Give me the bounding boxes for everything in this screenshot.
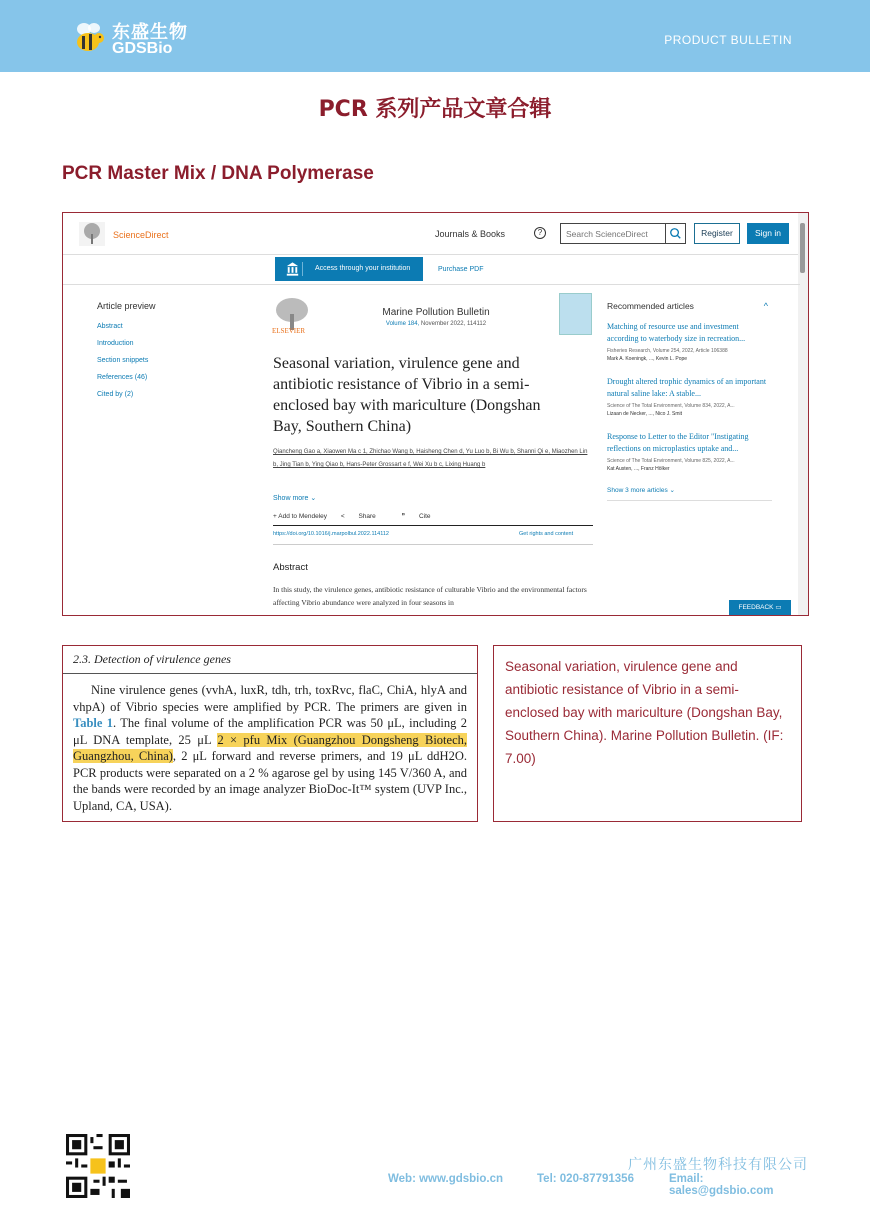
institution-icon bbox=[283, 262, 303, 276]
feedback-label: FEEDBACK bbox=[738, 604, 774, 611]
section-title: PCR Master Mix / DNA Polymerase bbox=[62, 163, 374, 184]
excerpt-text-3: , 2 μL forward and reverse primers, and 19 μL ddH2O. PCR products were separated on a 2 % agarose gel by using 145 V/360 A, and the bands were recorded by an image analyzer BioDoc-It™ system (UVP Inc., Upland, CA, USA). bbox=[73, 749, 467, 813]
chevron-down-icon: ⌄ bbox=[669, 487, 675, 494]
outline-item-section-snippets[interactable]: Section snippets bbox=[97, 357, 149, 364]
volume-date: November 2022, 114112 bbox=[419, 321, 487, 327]
outline-title: Article preview bbox=[97, 301, 156, 311]
divider bbox=[273, 544, 593, 545]
sign-in-button[interactable]: Sign in bbox=[747, 223, 789, 244]
outline-item-introduction[interactable]: Introduction bbox=[97, 340, 134, 347]
logo-chinese-text: 东盛生物 bbox=[112, 22, 188, 43]
recommended-label: Recommended articles bbox=[607, 301, 694, 311]
doi-link[interactable]: https://doi.org/10.1016/j.marpolbul.2022.114112 bbox=[273, 531, 389, 537]
journal-cover-image[interactable] bbox=[559, 293, 592, 335]
cite-button[interactable] bbox=[402, 513, 443, 520]
access-institution-button[interactable] bbox=[275, 257, 423, 281]
access-label: Access through your institution bbox=[315, 265, 411, 272]
phone-number: Tel: 020-87791356 bbox=[537, 1173, 634, 1185]
recommended-link[interactable]: Matching of resource use and investment according to waterbody size in recreation... bbox=[607, 322, 746, 343]
recommended-meta: Science of The Total Environment, Volume 825, 2022, A... bbox=[607, 458, 735, 464]
recommended-meta: Science of The Total Environment, Volume 834, 2022, A... bbox=[607, 403, 735, 409]
citation-summary: Seasonal variation, virulence gene and antibiotic resistance of Vibrio in a semi-enclosed bay with mariculture (Dongshan Bay, Southern China). Marine Pollution Bulletin. (IF: 7.00) bbox=[493, 645, 802, 822]
recommended-authors: Mark A. Koeningk, ..., Kevin L. Pope bbox=[607, 356, 688, 362]
logo-english-text: GDSBio bbox=[112, 40, 173, 57]
recommended-panel bbox=[607, 301, 772, 501]
recommended-link[interactable]: Drought altered trophic dynamics of an important natural saline lake: A stable... bbox=[607, 377, 767, 398]
elsevier-tree-icon bbox=[79, 222, 105, 246]
table-reference-link[interactable]: Table 1 bbox=[73, 716, 114, 730]
methods-excerpt bbox=[62, 645, 478, 822]
rights-link[interactable]: Get rights and content bbox=[519, 531, 574, 537]
excerpt-text-1: Nine virulence genes (vvhA, luxR, tdh, trh, toxRvc, flaC, ChiA, hlyA and vhpA) of Vibrio species were amplified by PCR. The primers are given in bbox=[73, 683, 467, 714]
chevron-up-icon[interactable]: ^ bbox=[763, 301, 768, 311]
author-list[interactable]: Qiancheng Gao a, Xiaowen Ma c 1, Zhichao Wang b, Haisheng Chen d, Yu Luo b, Bi Wu b, Shanni Qi e, Miaozhen Lin b, Jing Tian b, Ying Qiao b, Hans-Peter Grossart e f, Wei Xu b c, Lixing Huang b bbox=[273, 449, 588, 468]
quote-icon: ❞ bbox=[401, 513, 407, 520]
article-screenshot bbox=[62, 212, 809, 616]
excerpt-heading: 2.3. Detection of virulence genes bbox=[63, 652, 477, 674]
elsevier-wordmark: ELSEVIER bbox=[272, 327, 306, 335]
register-button[interactable]: Register bbox=[694, 223, 740, 244]
outline-item-abstract[interactable]: Abstract bbox=[97, 323, 123, 330]
share-icon: < bbox=[340, 513, 347, 520]
volume-info bbox=[341, 321, 531, 327]
product-bulletin-label: PRODUCT BULLETIN bbox=[664, 33, 792, 47]
outline-item-references[interactable]: References (46) bbox=[97, 374, 148, 381]
recommended-link[interactable]: Response to Letter to the Editor "Instigating reflections on microplastics uptake and... bbox=[607, 432, 749, 453]
bee-icon bbox=[72, 20, 108, 54]
company-name: 广州东盛生物科技有限公司 bbox=[628, 1157, 808, 1173]
sciencedirect-link[interactable]: ScienceDirect bbox=[113, 230, 169, 240]
page-title: PCR 系列产品文章合辑 bbox=[318, 97, 552, 122]
article-outline bbox=[97, 301, 247, 408]
qr-code-icon bbox=[66, 1134, 130, 1198]
recommended-item bbox=[607, 376, 772, 417]
search-box bbox=[560, 223, 686, 244]
excerpt-paragraph bbox=[73, 682, 467, 814]
search-input[interactable] bbox=[561, 224, 665, 243]
excerpt-text-2: . The final volume of the amplification PCR was 50 μL, including 2 μL DNA template, 25 μL bbox=[73, 716, 467, 747]
email-link[interactable]: Email: sales@gdsbio.com bbox=[669, 1173, 774, 1197]
recommended-authors: Lizaan de Necker, ..., Nico J. Smit bbox=[607, 411, 683, 417]
journals-books-link[interactable]: Journals & Books bbox=[435, 229, 506, 239]
show-more-articles-label: Show 3 more articles bbox=[607, 487, 668, 494]
article-title: Seasonal variation, virulence gene and antibiotic resistance of Vibrio in a semi-enclosed bay with mariculture (Dongshan Bay, Southern China) bbox=[273, 355, 541, 435]
show-more-label: Show more bbox=[273, 495, 309, 502]
recommended-item bbox=[607, 431, 772, 472]
cite-label: Cite bbox=[418, 513, 431, 520]
feedback-button[interactable] bbox=[729, 600, 791, 616]
abstract-text: In this study, the virulence genes, antibiotic resistance of culturable Vibrio and the environmental factors affecting Vibrio abundance were analyzed in four seasons in bbox=[273, 585, 587, 607]
company-logo bbox=[72, 16, 192, 62]
abstract-heading: Abstract bbox=[273, 562, 308, 573]
share-button[interactable] bbox=[341, 513, 388, 520]
highlighted-product: 2 × pfu Mix (Guangzhou Dongsheng Biotech, Guangzhou, China) bbox=[73, 732, 467, 763]
header-band bbox=[0, 0, 870, 72]
recommended-meta: Fisheries Research, Volume 254, 2022, Article 106388 bbox=[607, 348, 728, 354]
access-bar bbox=[63, 255, 800, 285]
comment-icon: ▭ bbox=[775, 604, 782, 611]
volume-link[interactable]: Volume 184, bbox=[385, 321, 420, 327]
recommended-authors: Kat Austen, ..., Franz Hölker bbox=[607, 466, 670, 472]
sciencedirect-navbar bbox=[63, 213, 809, 255]
outline-item-cited-by[interactable]: Cited by (2) bbox=[97, 391, 134, 398]
journal-name[interactable]: Marine Pollution Bulletin bbox=[382, 307, 490, 318]
recommended-title bbox=[607, 301, 772, 311]
show-more-articles-button[interactable] bbox=[607, 486, 772, 501]
website-link[interactable]: Web: www.gdsbio.cn bbox=[388, 1173, 503, 1185]
recommended-item bbox=[607, 321, 772, 362]
article-actions bbox=[273, 512, 593, 526]
share-label: Share bbox=[358, 513, 376, 520]
show-more-button[interactable] bbox=[273, 494, 316, 502]
help-icon[interactable]: ? bbox=[534, 227, 546, 239]
purchase-pdf-link[interactable]: Purchase PDF bbox=[438, 266, 484, 273]
search-icon[interactable] bbox=[665, 224, 685, 243]
add-mendeley-button[interactable]: + Add to Mendeley bbox=[273, 513, 328, 520]
scrollbar-thumb[interactable] bbox=[800, 223, 805, 273]
chevron-down-icon: ⌄ bbox=[310, 495, 317, 502]
